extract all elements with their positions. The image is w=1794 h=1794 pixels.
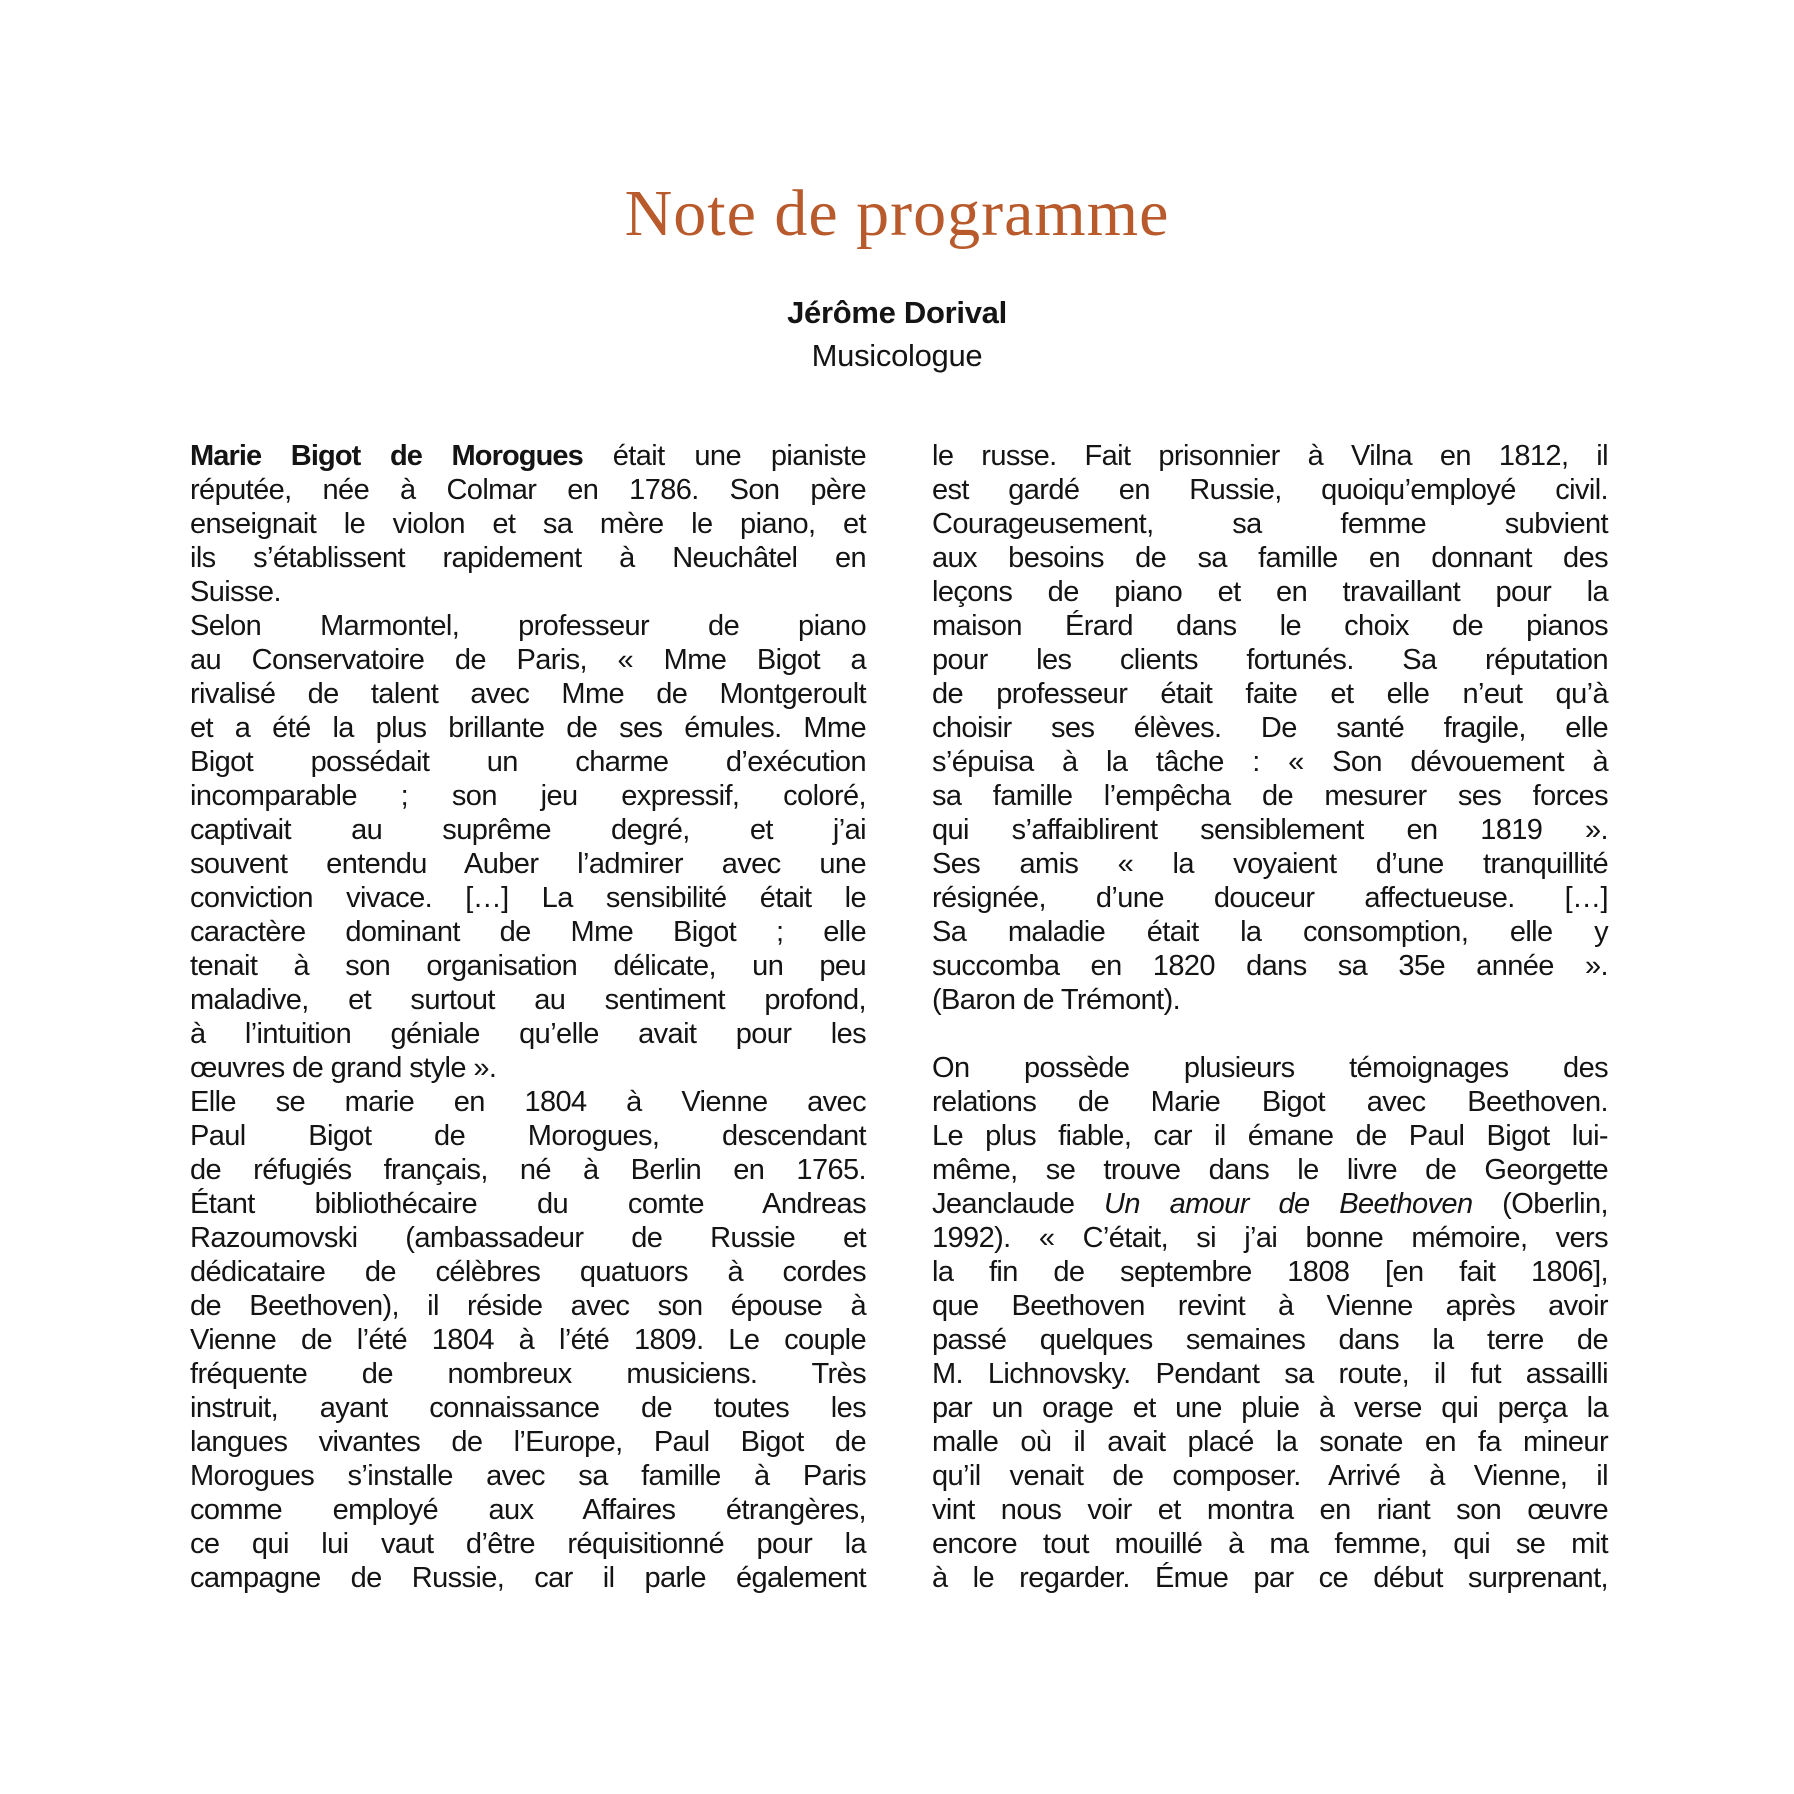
book-title: Un amour de Beethoven xyxy=(1104,1188,1473,1220)
line-text: Vienne de l’été 1804 à l’été 1809. Le couple xyxy=(190,1324,866,1356)
line-text: dédicataire de célèbres quatuors à cordes xyxy=(190,1256,866,1288)
text-line xyxy=(190,1119,866,1153)
line-text: Morogues s’installe avec sa famille à Paris xyxy=(190,1460,866,1492)
line-text: était une pianiste xyxy=(582,440,866,472)
line-text: au Conservatoire de Paris, « Mme Bigot a xyxy=(190,644,866,676)
text-line xyxy=(932,1425,1608,1459)
text-line xyxy=(932,1391,1608,1425)
line-text: que Beethoven revint à Vienne après avoir xyxy=(932,1290,1608,1322)
line-text: aux besoins de sa famille en donnant des xyxy=(932,542,1608,574)
line-text: à le regarder. Émue par ce début surprenant, xyxy=(932,1562,1608,1594)
text-line xyxy=(190,1051,866,1085)
text-line xyxy=(190,1527,866,1561)
text-line xyxy=(932,779,1608,813)
line-text: s’épuisa à la tâche : « Son dévouement à xyxy=(932,746,1608,778)
line-text: conviction vivace. […] La sensibilité était le xyxy=(190,882,866,914)
text-line xyxy=(190,915,866,949)
text-line xyxy=(190,1357,866,1391)
line-text: maladive, et surtout au sentiment profond, xyxy=(190,984,866,1016)
line-text: Bigot possédait un charme d’exécution xyxy=(190,746,866,778)
text-line xyxy=(190,1255,866,1289)
text-line xyxy=(190,643,866,677)
text-line xyxy=(932,711,1608,745)
line-text: passé quelques semaines dans la terre de xyxy=(932,1324,1608,1356)
text-line xyxy=(190,1323,866,1357)
text-line xyxy=(932,983,1608,1017)
line-text: est gardé en Russie, quoiqu’employé civil. xyxy=(932,474,1608,506)
line-text: Razoumovski (ambassadeur de Russie et xyxy=(190,1222,866,1254)
line-text: et a été la plus brillante de ses émules. Mme xyxy=(190,712,866,744)
line-text-after: (Oberlin, xyxy=(1472,1188,1608,1220)
text-line xyxy=(190,575,866,609)
text-line xyxy=(190,779,866,813)
line-text: Suisse. xyxy=(190,576,281,608)
line-text: la fin de septembre 1808 [en fait 1806], xyxy=(932,1256,1608,1288)
line-text: sa famille l’empêcha de mesurer ses forces xyxy=(932,780,1608,812)
text-line xyxy=(932,1119,1608,1153)
line-text: ils s’établissent rapidement à Neuchâtel en xyxy=(190,542,866,574)
text-line xyxy=(932,847,1608,881)
text-line xyxy=(190,1493,866,1527)
text-line xyxy=(932,1221,1608,1255)
text-line xyxy=(932,507,1608,541)
line-text: ce qui lui vaut d’être réquisitionné pour la xyxy=(190,1528,866,1560)
subject-name: Marie Bigot de Morogues xyxy=(190,440,583,472)
text-line xyxy=(190,439,866,473)
text-line xyxy=(190,949,866,983)
text-line xyxy=(932,1085,1608,1119)
line-text: vint nous voir et montra en riant son œuvre xyxy=(932,1494,1608,1526)
text-line xyxy=(190,745,866,779)
line-text: fréquente de nombreux musiciens. Très xyxy=(190,1358,866,1390)
text-line xyxy=(190,1017,866,1051)
line-text: Étant bibliothécaire du comte Andreas xyxy=(190,1188,866,1220)
text-line xyxy=(932,643,1608,677)
line-text: langues vivantes de l’Europe, Paul Bigot de xyxy=(190,1426,866,1458)
line-text: même, se trouve dans le livre de Georgette xyxy=(932,1154,1608,1186)
line-text: enseignait le violon et sa mère le piano, et xyxy=(190,508,866,540)
text-line xyxy=(190,1425,866,1459)
line-text: campagne de Russie, car il parle également xyxy=(190,1562,866,1594)
text-line xyxy=(190,1459,866,1493)
text-line xyxy=(932,745,1608,779)
text-line xyxy=(932,1187,1608,1221)
text-line xyxy=(190,1187,866,1221)
line-text: par un orage et une pluie à verse qui perça la xyxy=(932,1392,1608,1424)
line-text: réputée, née à Colmar en 1786. Son père xyxy=(190,474,866,506)
line-text: Courageusement, sa femme subvient xyxy=(932,508,1608,540)
text-line xyxy=(190,1085,866,1119)
text-line xyxy=(932,1153,1608,1187)
line-text: instruit, ayant connaissance de toutes les xyxy=(190,1392,866,1424)
line-text: Jeanclaude xyxy=(932,1188,1105,1220)
text-line xyxy=(190,1391,866,1425)
line-text: On possède plusieurs témoignages des xyxy=(932,1052,1608,1084)
line-text: de Beethoven), il réside avec son épouse à xyxy=(190,1290,866,1322)
line-text: malle où il avait placé la sonate en fa mineur xyxy=(932,1426,1608,1458)
text-line xyxy=(932,1323,1608,1357)
text-line xyxy=(190,847,866,881)
text-line xyxy=(932,575,1608,609)
byline xyxy=(0,292,1794,378)
line-text: Ses amis « la voyaient d’une tranquillité xyxy=(932,848,1608,880)
text-line xyxy=(190,881,866,915)
page-title: Note de programme xyxy=(624,177,1170,250)
line-text: qui s’affaiblirent sensiblement en 1819 ». xyxy=(932,814,1608,846)
text-line xyxy=(932,915,1608,949)
text-line xyxy=(190,609,866,643)
author-role: Musicologue xyxy=(811,338,983,373)
text-line xyxy=(932,1459,1608,1493)
line-text: souvent entendu Auber l’admirer avec une xyxy=(190,848,866,880)
line-text: comme employé aux Affaires étrangères, xyxy=(190,1494,866,1526)
line-text: de réfugiés français, né à Berlin en 1765. xyxy=(190,1154,866,1186)
text-column-right xyxy=(932,439,1608,1595)
line-text: M. Lichnovsky. Pendant sa route, il fut assailli xyxy=(932,1358,1608,1390)
text-line xyxy=(932,949,1608,983)
line-text: de professeur était faite et elle n’eut qu’à xyxy=(932,678,1608,710)
line-text: le russe. Fait prisonnier à Vilna en 1812, il xyxy=(932,440,1608,472)
line-text: caractère dominant de Mme Bigot ; elle xyxy=(190,916,866,948)
line-text: 1992). « C’était, si j’ai bonne mémoire, vers xyxy=(932,1222,1608,1254)
line-text: Sa maladie était la consomption, elle y xyxy=(932,916,1608,948)
line-text: relations de Marie Bigot avec Beethoven. xyxy=(932,1086,1608,1118)
text-line xyxy=(190,983,866,1017)
text-line xyxy=(190,541,866,575)
text-line xyxy=(932,1051,1608,1085)
text-line xyxy=(932,541,1608,575)
line-text: qu’il venait de composer. Arrivé à Vienne, il xyxy=(932,1460,1608,1492)
text-line xyxy=(190,813,866,847)
line-text: captivait au suprême degré, et j’ai xyxy=(190,814,866,846)
text-line xyxy=(190,507,866,541)
text-line xyxy=(932,1357,1608,1391)
text-line xyxy=(932,439,1608,473)
text-column-left xyxy=(190,439,866,1595)
line-text: rivalisé de talent avec Mme de Montgeroult xyxy=(190,678,866,710)
line-text: maison Érard dans le choix de pianos xyxy=(932,610,1608,642)
text-line xyxy=(190,1561,866,1595)
line-text: incomparable ; son jeu expressif, coloré, xyxy=(190,780,866,812)
line-text: Paul Bigot de Morogues, descendant xyxy=(190,1120,866,1152)
text-line xyxy=(932,1289,1608,1323)
text-line xyxy=(932,881,1608,915)
text-line xyxy=(190,473,866,507)
text-line xyxy=(190,677,866,711)
text-line xyxy=(190,711,866,745)
text-line xyxy=(932,1527,1608,1561)
line-text: leçons de piano et en travaillant pour la xyxy=(932,576,1608,608)
line-text: Le plus fiable, car il émane de Paul Bigot lui- xyxy=(932,1120,1608,1152)
paragraph-spacer xyxy=(932,1017,1608,1051)
line-text: tenait à son organisation délicate, un peu xyxy=(190,950,866,982)
line-text: résignée, d’une douceur affectueuse. […] xyxy=(932,882,1608,914)
text-line xyxy=(190,1221,866,1255)
text-line xyxy=(190,1153,866,1187)
line-text: à l’intuition géniale qu’elle avait pour les xyxy=(190,1018,866,1050)
line-text: encore tout mouillé à ma femme, qui se mit xyxy=(932,1528,1608,1560)
text-line xyxy=(190,1289,866,1323)
line-text: Selon Marmontel, professeur de piano xyxy=(190,610,866,642)
text-line xyxy=(932,609,1608,643)
line-text: pour les clients fortunés. Sa réputation xyxy=(932,644,1608,676)
text-line xyxy=(932,1493,1608,1527)
text-line xyxy=(932,1561,1608,1595)
text-line xyxy=(932,813,1608,847)
text-line xyxy=(932,677,1608,711)
text-line xyxy=(932,473,1608,507)
text-line xyxy=(932,1255,1608,1289)
author-name: Jérôme Dorival xyxy=(787,295,1007,330)
line-text: œuvres de grand style ». xyxy=(190,1052,497,1084)
line-text: (Baron de Trémont). xyxy=(932,984,1181,1016)
line-text: succomba en 1820 dans sa 35e année ». xyxy=(932,950,1608,982)
line-text: choisir ses élèves. De santé fragile, elle xyxy=(932,712,1608,744)
line-text: Elle se marie en 1804 à Vienne avec xyxy=(190,1086,866,1118)
